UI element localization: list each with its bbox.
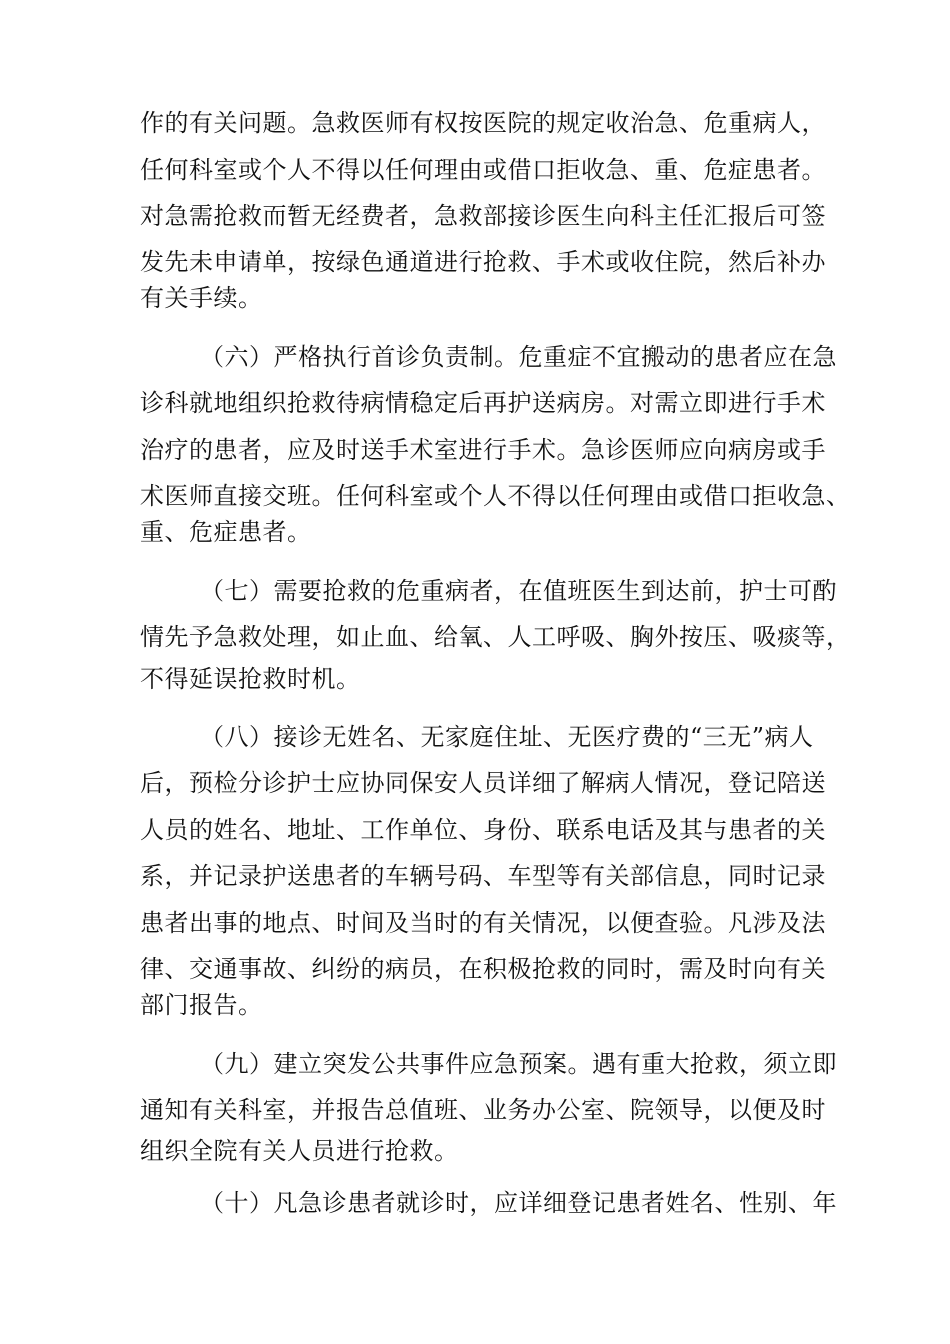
text-line: 后，预检分诊护士应协同保安人员详细了解病人情况，登记陪送 <box>140 769 826 797</box>
text-line: 有关手续。 <box>140 284 263 312</box>
text-line: 不得延误抢救时机。 <box>140 665 361 693</box>
text-line: 诊科就地组织抢救待病情稳定后再护送病房。对需立即进行手术 <box>140 389 826 417</box>
text-line: 术医师直接交班。任何科室或个人不得以任何理由或借口拒收急、 <box>140 482 851 510</box>
text-line: 重、危症患者。 <box>140 518 312 546</box>
text-line: 对急需抢救而暂无经费者，急救部接诊医生向科主任汇报后可签 <box>140 202 826 230</box>
paragraph-10-first-line: （十）凡急诊患者就诊时，应详细登记患者姓名、性别、年 <box>200 1189 837 1217</box>
text-line: 系，并记录护送患者的车辆号码、车型等有关部信息，同时记录 <box>140 862 826 890</box>
text-line: 发先未申请单，按绿色通道进行抢救、手术或收住院，然后补办 <box>140 248 826 276</box>
text-line: 组织全院有关人员进行抢救。 <box>140 1137 459 1165</box>
text-line: 人员的姓名、地址、工作单位、身份、联系电话及其与患者的关 <box>140 816 826 844</box>
text-line: 通知有关科室，并报告总值班、业务办公室、院领导，以便及时 <box>140 1096 826 1124</box>
text-line: 情先予急救处理，如止血、给氧、人工呼吸、胸外按压、吸痰等， <box>140 623 851 651</box>
text-line: 部门报告。 <box>140 991 263 1019</box>
text-line: 作的有关问题。急救医师有权按医院的规定收治急、危重病人， <box>140 109 826 137</box>
text-line: 治疗的患者，应及时送手术室进行手术。急诊医师应向病房或手 <box>140 436 826 464</box>
paragraph-8-first-line: （八）接诊无姓名、无家庭住址、无医疗费的“三无”病人 <box>200 723 814 751</box>
text-line: 任何科室或个人不得以任何理由或借口拒收急、重、危症患者。 <box>140 156 826 184</box>
text-line: 律、交通事故、纠纷的病员，在积极抢救的同时，需及时向有关 <box>140 955 826 983</box>
paragraph-7-first-line: （七）需要抢救的危重病者，在值班医生到达前，护士可酌 <box>200 577 837 605</box>
paragraph-9-first-line: （九）建立突发公共事件应急预案。遇有重大抢救，须立即 <box>200 1050 837 1078</box>
text-line: 患者出事的地点、时间及当时的有关情况，以便查验。凡涉及法 <box>140 909 826 937</box>
paragraph-6-first-line: （六）严格执行首诊负责制。危重症不宜搬动的患者应在急 <box>200 343 837 371</box>
